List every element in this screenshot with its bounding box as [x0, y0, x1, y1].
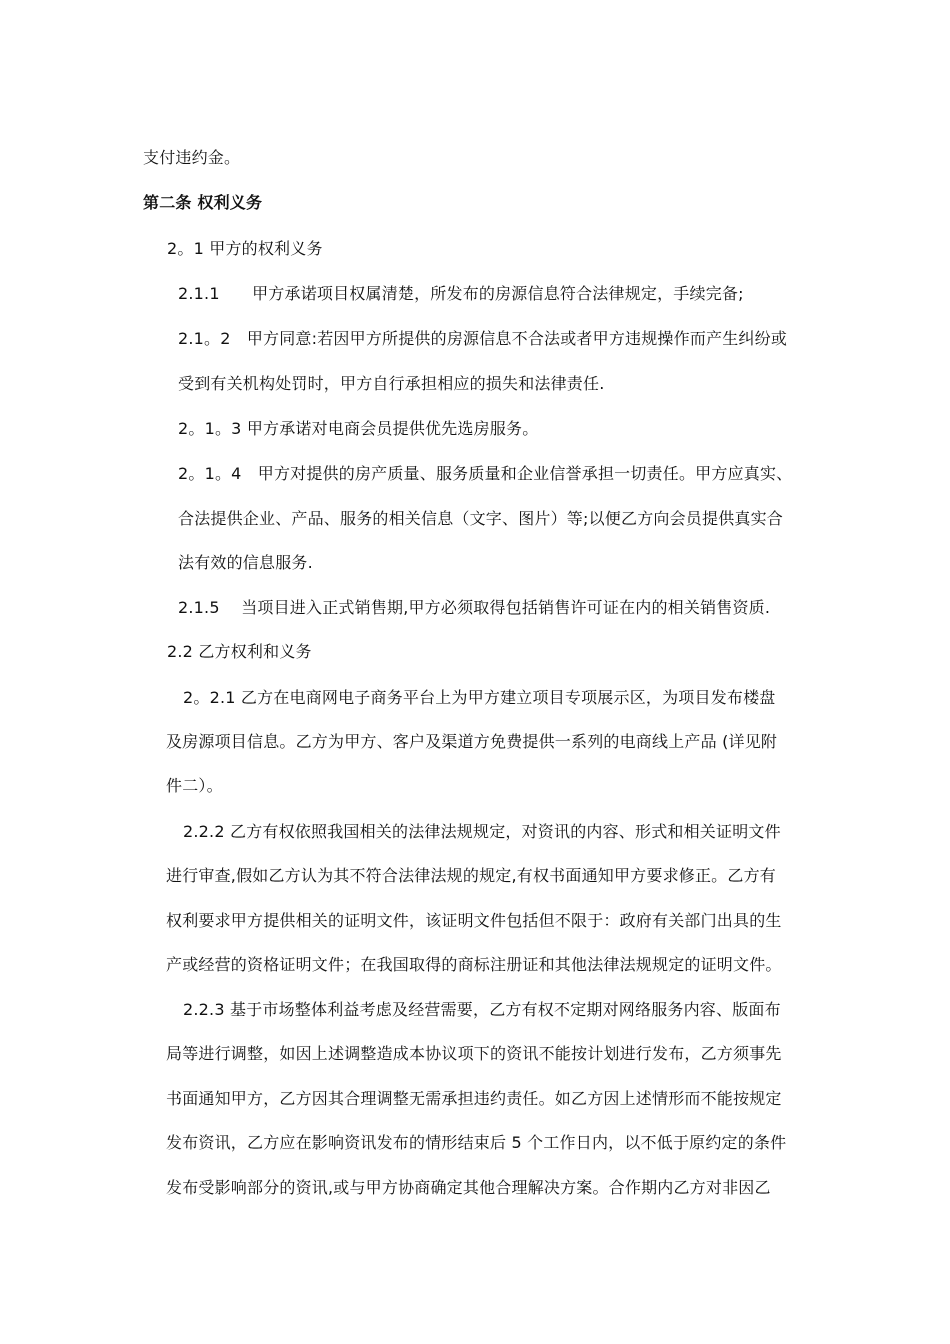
subsection-heading: 2.2 乙方权利和义务 [167, 642, 312, 661]
text-line: 支付违约金。 [143, 148, 241, 167]
clause-line: 2.1.5 当项目进入正式销售期,甲方必须取得包括销售许可证在内的相关销售资质. [178, 598, 771, 617]
clause-line: 受到有关机构处罚时，甲方自行承担相应的损失和法律责任. [178, 374, 605, 393]
subsection-heading: 2。1 甲方的权利义务 [167, 239, 323, 258]
clause-line: 及房源项目信息。乙方为甲方、客户及渠道方免费提供一系列的电商线上产品 (详见附 [166, 732, 778, 751]
clause-line: 发布资讯，乙方应在影响资讯发布的情形结束后 5 个工作日内，以不低于原约定的条件 [166, 1133, 787, 1152]
clause-line: 2.1.1 甲方承诺项目权属清楚，所发布的房源信息符合法律规定，手续完备; [178, 284, 744, 303]
clause-line: 书面通知甲方，乙方因其合理调整无需承担违约责任。如乙方因上述情形而不能按规定 [166, 1089, 782, 1108]
clause-line: 件二）。 [166, 776, 223, 795]
clause-line: 2。1。3 甲方承诺对电商会员提供优先选房服务。 [178, 419, 539, 438]
clause-line: 产或经营的资格证明文件；在我国取得的商标注册证和其他法律法规规定的证明文件。 [166, 955, 782, 974]
clause-line: 2.2.3 基于市场整体利益考虑及经营需要，乙方有权不定期对网络服务内容、版面布 [183, 1000, 781, 1019]
clause-line: 合法提供企业、产品、服务的相关信息（文字、图片）等;以便乙方向会员提供真实合 [178, 509, 783, 528]
clause-line: 权利要求甲方提供相关的证明文件，该证明文件包括但不限于：政府有关部门出具的生 [166, 911, 782, 930]
clause-line: 局等进行调整，如因上述调整造成本协议项下的资讯不能按计划进行发布，乙方须事先 [166, 1044, 782, 1063]
clause-line: 2。1。4 甲方对提供的房产质量、服务质量和企业信誉承担一切责任。甲方应真实、 [178, 464, 793, 483]
clause-line: 2.1。2 甲方同意:若因甲方所提供的房源信息不合法或者甲方违规操作而产生纠纷或 [178, 329, 788, 348]
section-heading: 第二条 权利义务 [143, 193, 263, 212]
clause-line: 法有效的信息服务. [178, 553, 313, 572]
clause-line: 进行审查,假如乙方认为其不符合法律法规的规定,有权书面通知甲方要求修正。乙方有 [166, 866, 776, 885]
clause-line: 发布受影响部分的资讯,或与甲方协商确定其他合理解决方案。合作期内乙方对非因乙 [166, 1178, 771, 1197]
clause-line: 2。2.1 乙方在电商网电子商务平台上为甲方建立项目专项展示区，为项目发布楼盘 [183, 688, 776, 707]
clause-line: 2.2.2 乙方有权依照我国相关的法律法规规定，对资讯的内容、形式和相关证明文件 [183, 822, 781, 841]
